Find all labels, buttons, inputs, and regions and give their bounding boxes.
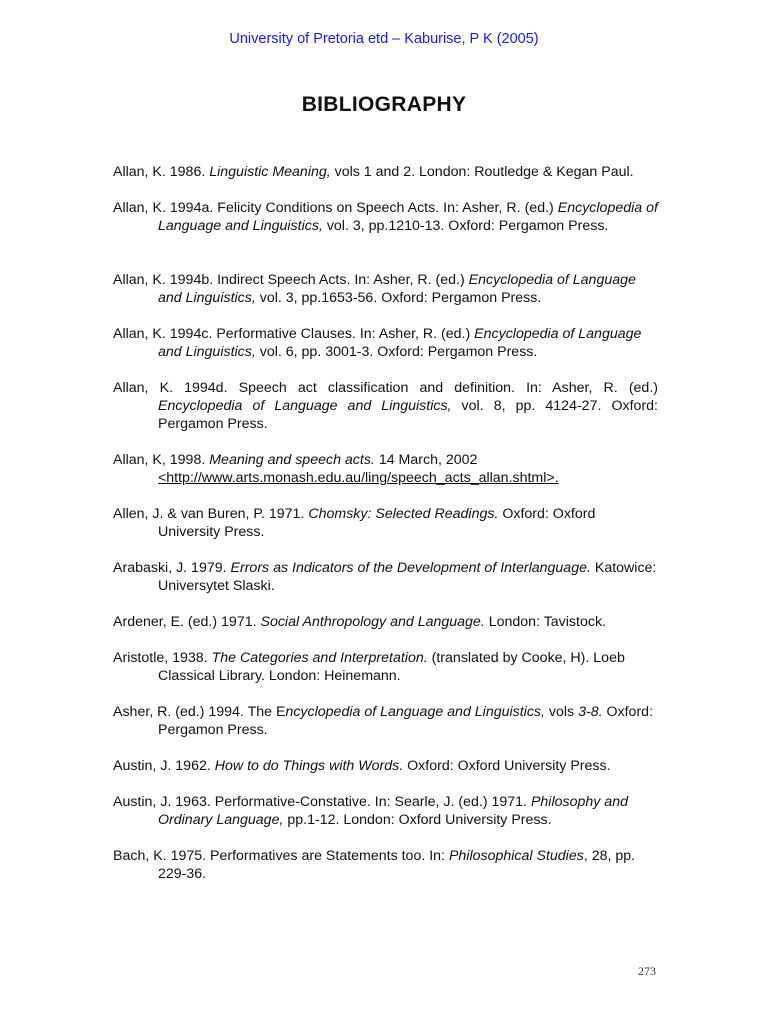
- reference-entry: Austin, J. 1963. Performative-Constative. In: Searle, J. (ed.) 1971. Philosophy and Ordinary Language, pp.1-12. London: Oxford University Press.: [113, 794, 628, 828]
- reference-entry: Austin, J. 1962. How to do Things with Words. Oxford: Oxford University Press.: [113, 758, 611, 774]
- reference-list: [113, 163, 658, 901]
- reference-entry: Ardener, E. (ed.) 1971. Social Anthropology and Language. London: Tavistock.: [113, 614, 606, 630]
- page-title: BIBLIOGRAPHY: [301, 93, 467, 116]
- reference-entry: Allan, K. 1986. Linguistic Meaning, vols 1 and 2. London: Routledge & Kegan Paul.: [113, 164, 634, 180]
- reference-entry: Allan, K, 1998. Meaning and speech acts. 14 March, 2002 <http://www.arts.monash.edu.au/ling/speech_acts_allan.shtml>.: [113, 451, 658, 487]
- reference-entry: Allen, J. & van Buren, P. 1971. Chomsky: Selected Readings. Oxford: Oxford University Press.: [113, 506, 596, 540]
- reference-url-link[interactable]: <http://www.arts.monash.edu.au/ling/speech_acts_allan.shtml>.: [158, 470, 559, 486]
- page-number: 273: [638, 964, 656, 978]
- reference-entry: Aristotle, 1938. The Categories and Interpretation. (translated by Cooke, H). Loeb Classical Library. London: Heinemann.: [113, 650, 625, 684]
- reference-entry: Arabaski, J. 1979. Errors as Indicators of the Development of Interlanguage. Katowice: Universytet Slaski.: [113, 560, 657, 594]
- reference-entry: Bach, K. 1975. Performatives are Statements too. In: Philosophical Studies, 28, pp. 229-36.: [113, 848, 636, 882]
- reference-entry: Allan, K. 1994c. Performative Clauses. In: Asher, R. (ed.) Encyclopedia of Language and Linguistics, vol. 6, pp. 3001-3. Oxford: Pergamon Press.: [113, 326, 642, 360]
- running-header: University of Pretoria etd – Kaburise, P K (2005): [229, 31, 539, 47]
- reference-entry: Allan, K. 1994b. Indirect Speech Acts. In: Asher, R. (ed.) Encyclopedia of Language and Linguistics, vol. 3, pp.1653-56. Oxford: Pergamon Press.: [113, 272, 636, 306]
- reference-entry: Asher, R. (ed.) 1994. The Encyclopedia of Language and Linguistics, vols 3-8. Oxford: Pergamon Press.: [113, 704, 654, 738]
- reference-entry: Allan, K. 1994a. Felicity Conditions on Speech Acts. In: Asher, R. (ed.) Encyclopedia of Language and Linguistics, vol. 3, pp.1210-13. Oxford: Pergamon Press.: [113, 200, 658, 234]
- reference-entry: Allan, K. 1994d. Speech act classification and definition. In: Asher, R. (ed.) Encyclopedia of Language and Linguistics, vol. 8, pp. 4124-27. Oxford: Pergamon Press.: [113, 380, 658, 432]
